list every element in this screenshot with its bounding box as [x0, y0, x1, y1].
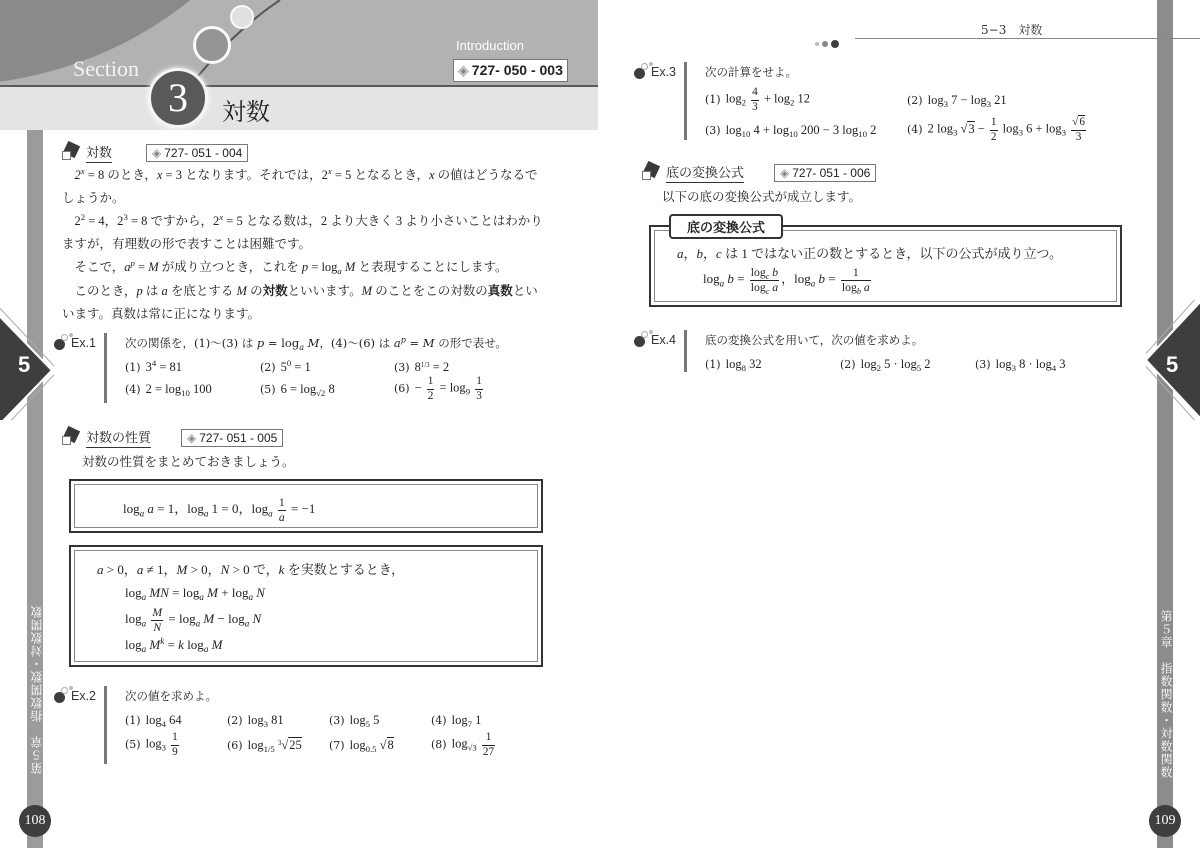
chapter-number: 5 — [18, 352, 31, 377]
ex3-item-4: (4) 2 $\log_3 √3$ − $\frac{1}{2}$ $\log_3 6 + \log_3$ $\frac{√6}{3}$ — [907, 116, 1085, 143]
ex2-item-3: (3) $\log_5 5$ — [329, 712, 380, 729]
rule-power: $\log_a M^k = k$ $\log_a M$ — [125, 636, 223, 655]
properties-intro: 対数の性質をまとめておきましょう。 — [82, 454, 295, 469]
base-change-formula: $\log_a b$ = $\frac{\log_c b}{\log_c a}$ ，$\log_a b$ = $\frac{1}{\log_b a}$ — [703, 266, 870, 296]
ex2-item-2: (2) $\log_3 81$ — [227, 712, 284, 729]
intro-code-badge: ◈ 727- 050 - 003 — [453, 59, 568, 82]
running-head: 5−3 対数 — [815, 23, 1200, 43]
section-banner — [0, 0, 598, 130]
intro-label: Introduction — [456, 38, 524, 53]
base-change-condition: a，b，c は 1 ではない正の数とするとき，以下の公式が成り立つ。 — [677, 246, 1063, 261]
bookmark-icon — [642, 163, 662, 183]
section-number: 3 — [148, 68, 208, 128]
formula-box-rules — [69, 545, 543, 667]
topic-heading-base-change: 底の変換公式 ◈ 727- 051 - 006 — [642, 162, 876, 183]
example-prompt: 底の変換公式を用いて，次の値を求めよ。 — [705, 333, 924, 347]
code-badge: ◈ 727- 051 - 005 — [181, 429, 283, 447]
diamond-icon: ◈ — [458, 62, 469, 78]
example-badge: Ex.2 — [52, 686, 107, 706]
example-1 — [52, 333, 552, 403]
ex2-item-4: (4) $\log_7 1$ — [431, 712, 482, 729]
ex1-item-3: (3) $8^{1/3} = 2$ — [394, 359, 450, 374]
ex2-item-8: (8) $\log_{√3}$ $\frac{1}{27}$ — [431, 731, 495, 758]
dots-icon — [815, 33, 842, 52]
code-badge: ◈ 727- 051 - 006 — [774, 164, 876, 182]
ex4-item-3: (3) $\log_3 8 \cdot \log_4 3$ — [975, 356, 1066, 373]
ex2-item-1: (1) $\log_4 64$ — [125, 712, 182, 729]
ex4-item-1: (1) $\log_8 32$ — [705, 356, 762, 373]
ex1-item-6: (6) − $\frac{1}{2}$ = $\log_9$ $\frac{1}{3}$ — [394, 375, 482, 402]
chapter-number: 5 — [1166, 352, 1179, 377]
ex1-item-2: (2) $5^0 = 1$ — [260, 357, 311, 374]
example-2 — [52, 686, 552, 766]
topic-heading-logarithm: 対数 ◈ 727- 051 - 004 — [62, 142, 248, 163]
rule-quotient: $\log_a$ $\frac{M}{N}$ = $\log_a M - \log_a N$ — [125, 606, 262, 634]
topic-heading-properties: 対数の性質 ◈ 727- 051 - 005 — [62, 427, 283, 448]
ex2-item-5: (5) $\log_3$ $\frac{1}{9}$ — [125, 731, 178, 758]
example-prompt: 次の計算をせよ。 — [705, 65, 797, 79]
example-prompt: 次の値を求めよ。 — [125, 689, 217, 703]
page-number: 108 — [19, 805, 51, 837]
ex2-item-6: (6) $\log_{1/5} ^3√25$ — [227, 737, 302, 754]
page-number: 109 — [1149, 805, 1181, 837]
section-title: 対数 — [222, 98, 270, 126]
chapter-side-label: 第５章 指数関数・対数関数 — [1159, 610, 1173, 779]
example-prompt: 次の関係を，(1)〜(3) は $p = \log_a M$，(4)〜(6) は $a^p = M$ の形で表せ。 — [125, 335, 507, 352]
ex3-item-3: (3) $\log_{10} 4 + \log_{10} 200 - 3$ $\log_{10} 2$ — [705, 122, 877, 139]
ex4-item-2: (2) $\log_2 5 \cdot \log_5 2$ — [840, 356, 931, 373]
example-4 — [632, 330, 1132, 374]
logarithm-intro-text: $2^x = 8$ のとき，x = 3 となります。それでは，$2^x = 5$ となるとき，x の値はどうなるでしょうか。 $2^2 = 4$，$2^3 = 8$ ですから，$2^x = 5$ となる数は，2 より大きく 3 より小さいことはわかりますが，有理数の形で表すことは困難です。 そこで，$a^p = M$ が成り立つとき，これを $p = \log_a M$ と表現することにします。 このとき，p は a を底とする M の対数といいます。M のことをこの対数の真数といいます。真数は常に正になります。 — [62, 166, 543, 321]
bookmark-icon — [62, 143, 82, 163]
ex1-item-4: (4) $2 = \log_{10} 100$ — [125, 381, 212, 398]
box-title-tab: 底の変換公式 — [669, 214, 783, 239]
example-3 — [632, 62, 1132, 142]
ex1-item-1: (1) $3^4 = 81$ — [125, 357, 183, 374]
bookmark-icon — [62, 428, 82, 448]
example-badge: Ex.1 — [52, 333, 107, 353]
formula-box-basic: $\log_a a = 1$，$\log_a 1 = 0$，$\log_a$ $\frac{1}{a}$ = −1 — [69, 479, 543, 533]
mid-circle-icon — [193, 26, 231, 64]
section-word: Section — [73, 56, 139, 81]
ex2-item-7: (7) $\log_{0.5} √8$ — [329, 737, 394, 754]
rule-product: $\log_a$ MN = $\log_a M + \log_a N$ — [125, 585, 265, 603]
example-badge: Ex.4 — [632, 330, 687, 350]
ex3-item-2: (2) $\log_3 7 - \log_3 21$ — [907, 92, 1007, 109]
chapter-side-label: 第５章 指数関数・対数関数 — [30, 605, 44, 774]
example-badge: Ex.3 — [632, 62, 687, 82]
rules-condition: a > 0，a ≠ 1，M > 0，N > 0 で，k を実数とするとき， — [97, 562, 405, 577]
base-change-intro: 以下の底の変換公式が成立します。 — [662, 189, 862, 204]
code-badge: ◈ 727- 051 - 004 — [146, 144, 248, 162]
ex1-item-5: (5) $6 = \log_{√2} 8$ — [260, 381, 335, 398]
ex3-item-1: (1) $\log_2$ $\frac{4}{3}$ + $\log_2 12$ — [705, 86, 810, 113]
small-circle-icon — [230, 5, 254, 29]
formula-box-base-change — [649, 221, 1122, 307]
